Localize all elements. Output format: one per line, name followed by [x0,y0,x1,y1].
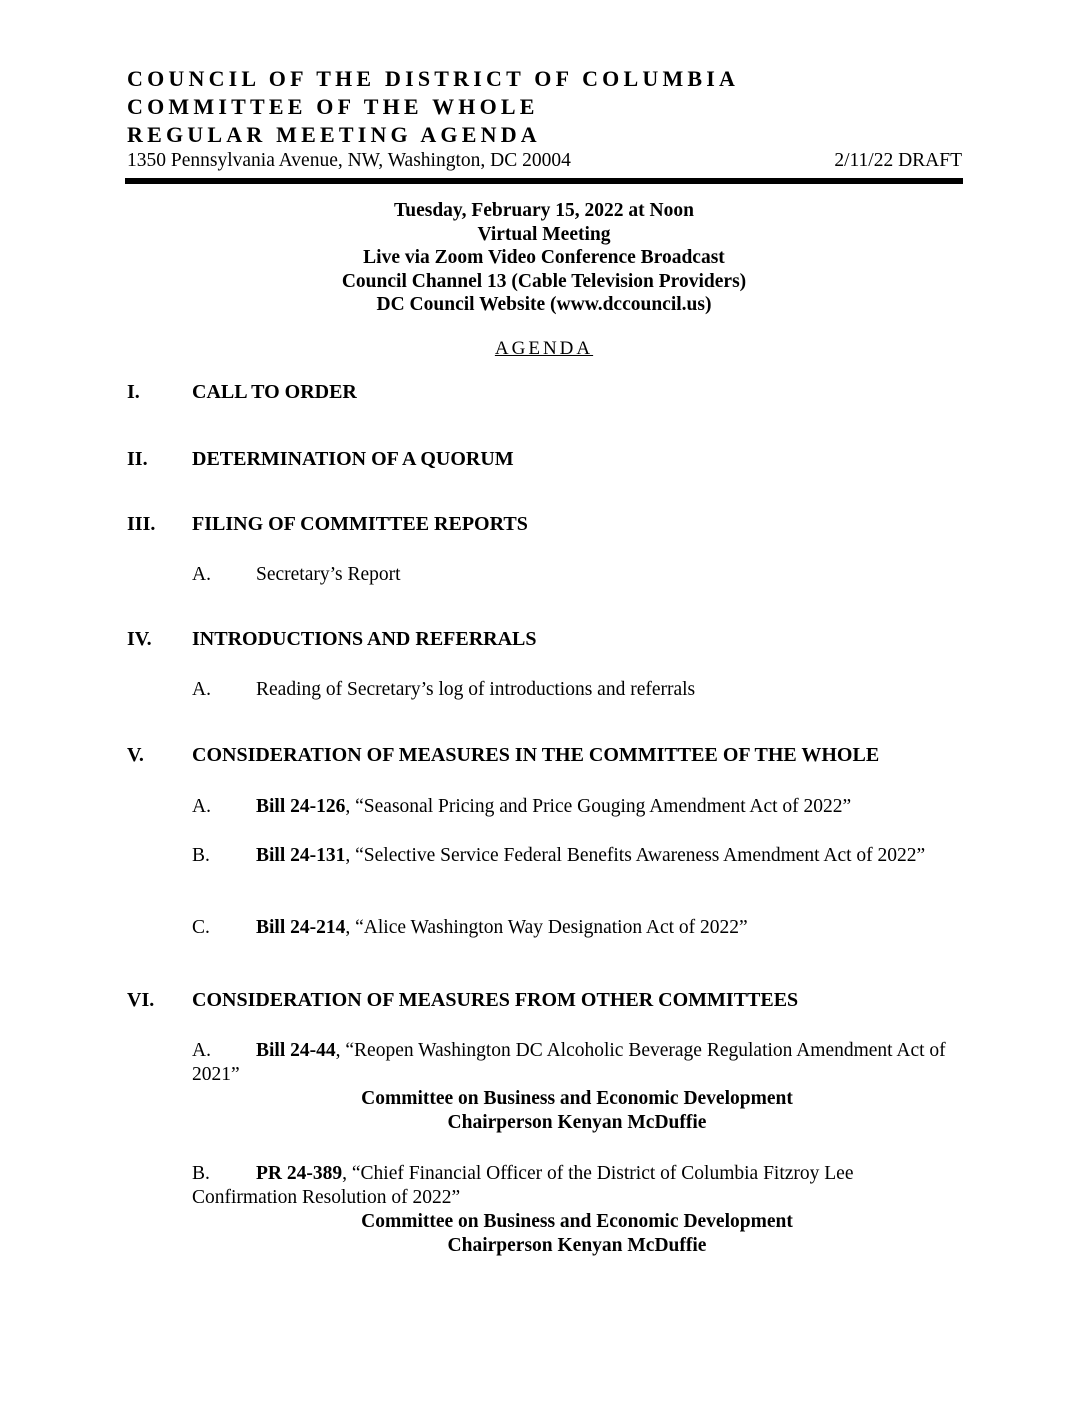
section-title: INTRODUCTIONS AND REFERRALS [192,628,537,650]
bill-number: Bill 24-131 [256,845,346,866]
committee-name: Committee on Business and Economic Development [361,1088,793,1109]
meeting-info [0,199,1088,317]
section-number: I. [127,381,140,403]
committee-chair: Chairperson Kenyan McDuffie [447,1112,707,1133]
item-text [256,844,966,868]
section-number: VI. [127,989,155,1011]
item-letter: B. [192,845,210,866]
bill-number: Bill 24-126 [256,796,346,817]
item-text: Reading of Secretary’s log of introductions and referrals [256,679,696,700]
section-number: II. [127,448,148,470]
section-number: III. [127,513,156,535]
bill-title: , “Selective Service Federal Benefits Awareness Amendment Act of 2022” [345,845,926,866]
item-letter: A. [192,1040,211,1061]
section-title: CALL TO ORDER [192,381,357,403]
list-item [192,1162,962,1209]
section-title: CONSIDERATION OF MEASURES FROM OTHER COMMITTEES [192,989,799,1011]
bill-number: PR 24-389 [256,1163,343,1184]
header-rule [125,178,963,184]
bill-title: , “Alice Washington Way Designation Act of 2022” [345,917,748,938]
section-number: V. [127,744,144,766]
section-title: CONSIDERATION OF MEASURES IN THE COMMITTEE OF THE WHOLE [192,744,880,766]
list-item [192,1039,962,1086]
committee-name: Committee on Business and Economic Development [361,1211,793,1232]
item-letter: A. [192,796,211,817]
item-letter: A. [192,679,211,700]
draft-label: 2/11/22 DRAFT [834,150,962,171]
section-title: DETERMINATION OF A QUORUM [192,448,514,470]
bill-number: Bill 24-44 [256,1040,336,1061]
bill-title: , “Reopen Washington DC Alcoholic Beverage Regulation Amendment Act of 2021” [192,1040,946,1085]
header-agenda: REGULAR MEETING AGENDA [127,122,541,147]
committee-chair: Chairperson Kenyan McDuffie [447,1235,707,1256]
section-number: IV. [127,628,152,650]
bill-title: , “Seasonal Pricing and Price Gouging Amendment Act of 2022” [345,796,852,817]
item-letter: B. [192,1163,210,1184]
item-text: Secretary’s Report [256,564,401,585]
meeting-broadcast: Live via Zoom Video Conference Broadcast [363,247,725,268]
item-text [256,916,966,940]
meeting-type: Virtual Meeting [477,223,611,245]
section-title: FILING OF COMMITTEE REPORTS [192,513,528,535]
agenda-title: AGENDA [494,338,594,359]
header-council: COUNCIL OF THE DISTRICT OF COLUMBIA [127,66,740,91]
bill-title: , “Chief Financial Officer of the District of Columbia Fitzroy Lee Confirmation Resolution of 2022” [192,1163,854,1208]
meeting-channel: Council Channel 13 (Cable Television Providers) [341,270,747,292]
header-committee: COMMITTEE OF THE WHOLE [127,94,539,119]
item-text [256,795,966,819]
meeting-website: DC Council Website (www.dccouncil.us) [376,294,712,315]
item-letter: C. [192,917,210,938]
meeting-date: Tuesday, February 15, 2022 at Noon [394,200,694,221]
header-address: 1350 Pennsylvania Avenue, NW, Washington, DC 20004 [127,150,571,171]
bill-number: Bill 24-214 [256,917,346,938]
item-letter: A. [192,564,211,585]
